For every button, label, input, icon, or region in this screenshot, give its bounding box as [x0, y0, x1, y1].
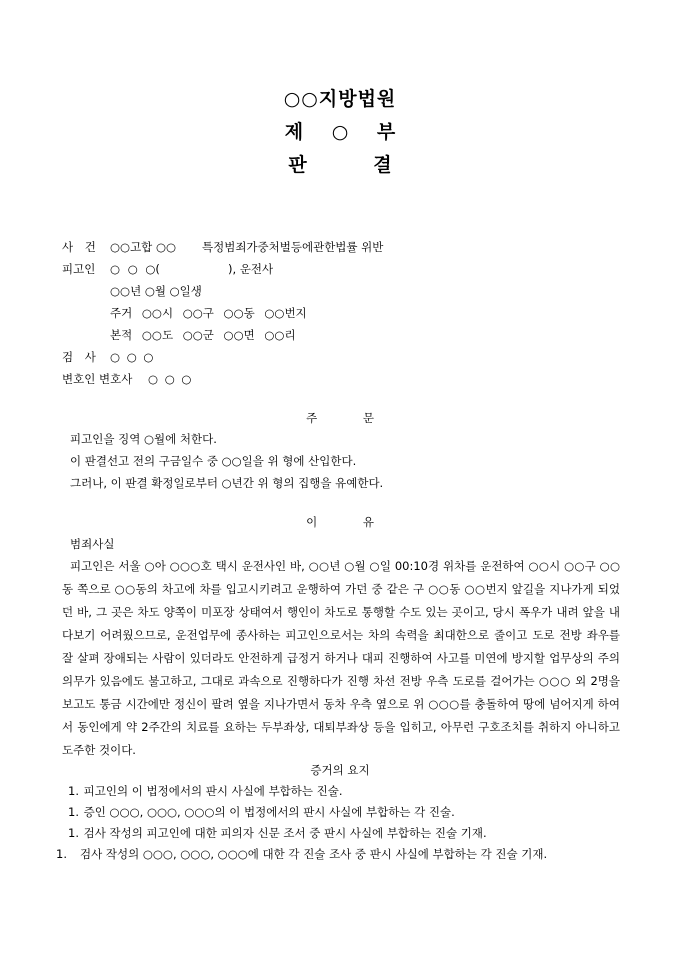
evidence-text: 피고인의 이 법정에서의 판시 사실에 부합하는 진술.: [83, 784, 343, 798]
case-number: ○○고합 ○○: [110, 240, 177, 254]
case-label: 사 건: [62, 240, 96, 254]
ruling-line: 그러나, 이 판결 확정일로부터 ○년간 위 형의 집행을 유예한다.: [70, 476, 384, 490]
evidence-item: [68, 802, 620, 823]
evidence-item: [68, 781, 620, 802]
evidence-title: 증거의 요지: [310, 763, 370, 777]
evidence-number: 1.: [68, 805, 79, 819]
defendant-label: 피고인: [62, 262, 96, 276]
division-name: 제 ○ 부: [284, 121, 396, 143]
facts-body: 피고인은 서울 ○아 ○○○호 택시 운전사인 바, ○○년 ○월 ○일 00:10경 위차를 운전하여 ○○시 ○○구 ○○동 쪽으로 ○○동의 차고에 차를 입고시키려고 운행하여 가던 중 같은 구 ○○동 ○○번지 앞길을 지나가게 되었던 바, 그 곳은 차도 양쪽이 미포장 상태여서 행인이 차도로 통행할 수도 있는 곳이고, 당시 폭우가 내려 앞을 내다보기 어려웠으므로, 운전업무에 종사하는 피고인으로서는 차의 속력을 최대한으로 줄이고 도로 전방 좌우를 잘 살펴 장애되는 사람이 있더라도 안전하게 급정거 하거나 대피 진행하여 사고를 미연에 방지할 업무상의 주의의무가 있음에도 불고하고, 그대로 과속으로 진행하다가 진행 차선 전방 우측 도로를 걸어가는 ○○○ 외 2명을 보고도 통금 시간에만 정신이 팔려 옆을 지나가면서 동차 우측 옆으로 위 ○○○를 충돌하여 땅에 넘어지게 하여서 동인에게 약 2주간의 치료를 요하는 두부좌상, 대퇴부좌상 등을 입히고, 아무런 구호조치를 취하지 아니하고 도주한 것이다.: [62, 559, 620, 757]
case-name: 특정범죄가중처벌등에관한법률 위반: [202, 240, 384, 254]
defendant-birth: ○○년 ○월 ○일생: [110, 284, 202, 298]
lawyer-label: 변호인 변호사: [62, 372, 133, 386]
evidence-number: 1.: [56, 847, 67, 861]
prosecutor-name: ○ ○ ○: [110, 350, 154, 364]
evidence-item: [56, 844, 620, 865]
defendant-domicile: 본적 ○○도 ○○군 ○○면 ○○리: [110, 328, 296, 342]
prosecutor-label: 검 사: [62, 350, 96, 364]
defendant-address: 주거 ○○시 ○○구 ○○동 ○○번지: [110, 306, 307, 320]
evidence-text: 증인 ○○○, ○○○, ○○○의 이 법정에서의 판시 사실에 부합하는 각 진술.: [83, 805, 455, 819]
document-type: 판 결: [288, 154, 392, 176]
ruling-line: 피고인을 징역 ○월에 처한다.: [70, 432, 217, 446]
lawyer-name: ○ ○ ○: [148, 372, 192, 386]
evidence-text: 검사 작성의 피고인에 대한 피의자 신문 조서 중 판시 사실에 부합하는 진술 기재.: [83, 826, 487, 840]
evidence-item: [68, 823, 620, 844]
defendant-name: ○ ○ ○(: [110, 262, 160, 276]
ruling-title: 주 문: [306, 411, 374, 425]
court-name: ○○지방법원: [283, 88, 397, 110]
facts-subtitle: 범죄사실: [70, 537, 115, 551]
evidence-number: 1.: [68, 826, 79, 840]
evidence-text: 검사 작성의 ○○○, ○○○, ○○○에 대한 각 진술 조사 중 판시 사실에 부합하는 각 진술 기재.: [80, 847, 548, 861]
evidence-number: 1.: [68, 784, 79, 798]
defendant-job: ), 운전사: [228, 262, 274, 276]
reasons-title: 이 유: [306, 515, 374, 529]
ruling-line: 이 판결선고 전의 구금일수 중 ○○일을 위 형에 산입한다.: [70, 454, 357, 468]
